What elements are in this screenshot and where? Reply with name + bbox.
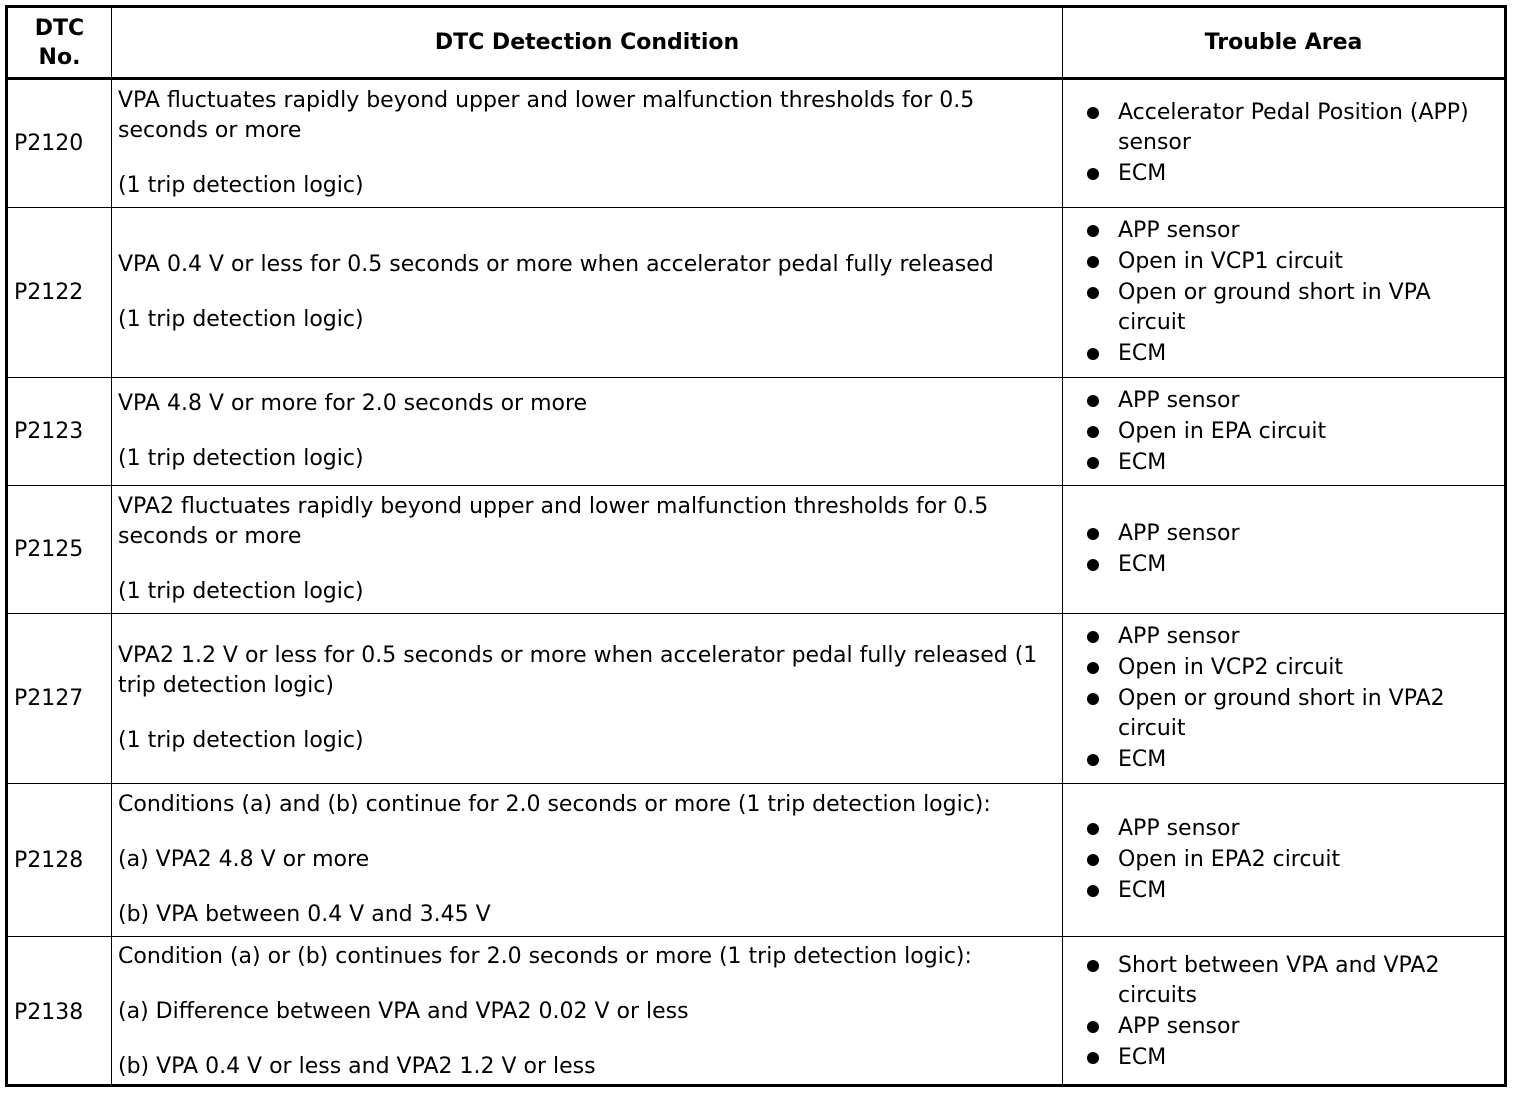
trouble-area-item: APP sensor bbox=[1083, 622, 1494, 652]
trouble-area-item: APP sensor bbox=[1083, 386, 1494, 416]
detection-condition-cell bbox=[112, 937, 1063, 1087]
trouble-area-item: APP sensor bbox=[1083, 519, 1494, 549]
trouble-area-item: ECM bbox=[1083, 448, 1494, 478]
trouble-area-cell bbox=[1063, 486, 1504, 614]
dtc-code-cell: P2120 bbox=[8, 80, 112, 208]
dtc-code-cell: P2127 bbox=[8, 614, 112, 784]
trouble-area-item: ECM bbox=[1083, 550, 1494, 580]
trouble-area-item: Open or ground short in VPA circuit bbox=[1083, 278, 1494, 338]
trouble-area-item: Open in VCP1 circuit bbox=[1083, 247, 1494, 277]
trouble-area-item: APP sensor bbox=[1083, 814, 1494, 844]
condition-text: VPA 0.4 V or less for 0.5 seconds or more when accelerator pedal fully released bbox=[118, 252, 994, 277]
trouble-area-item: ECM bbox=[1083, 1043, 1494, 1073]
trouble-area-list bbox=[1083, 385, 1494, 479]
trouble-area-list bbox=[1083, 518, 1494, 581]
condition-text: (1 trip detection logic) bbox=[118, 728, 364, 753]
condition-text: (a) Difference between VPA and VPA2 0.02 V or less bbox=[118, 999, 689, 1024]
detection-condition-cell bbox=[112, 614, 1063, 784]
trouble-area-item: Open in VCP2 circuit bbox=[1083, 653, 1494, 683]
trouble-area-item: Open in EPA circuit bbox=[1083, 417, 1494, 447]
trouble-area-item: Accelerator Pedal Position (APP) sensor bbox=[1083, 98, 1494, 158]
condition-text: VPA 4.8 V or more for 2.0 seconds or more bbox=[118, 391, 588, 416]
trouble-area-item: ECM bbox=[1083, 339, 1494, 369]
trouble-area-item: Open or ground short in VPA2 circuit bbox=[1083, 684, 1494, 744]
trouble-area-item: APP sensor bbox=[1083, 216, 1494, 246]
condition-text: (1 trip detection logic) bbox=[118, 173, 364, 198]
trouble-area-cell bbox=[1063, 614, 1504, 784]
trouble-area-item: ECM bbox=[1083, 745, 1494, 775]
trouble-area-item: ECM bbox=[1083, 876, 1494, 906]
condition-text: (b) VPA 0.4 V or less and VPA2 1.2 V or less bbox=[118, 1054, 596, 1079]
header-trouble-area: Trouble Area bbox=[1063, 8, 1504, 80]
condition-text: (1 trip detection logic) bbox=[118, 446, 364, 471]
condition-text: Condition (a) or (b) continues for 2.0 seconds or more (1 trip detection logic): bbox=[118, 944, 972, 969]
trouble-area-item: Open in EPA2 circuit bbox=[1083, 845, 1494, 875]
dtc-code-cell: P2138 bbox=[8, 937, 112, 1087]
condition-text: VPA2 1.2 V or less for 0.5 seconds or more when accelerator pedal fully released (1 trip detection logic) bbox=[118, 643, 1038, 698]
condition-text: (b) VPA between 0.4 V and 3.45 V bbox=[118, 902, 491, 927]
header-dtc-no: DTC No. bbox=[8, 8, 112, 80]
detection-condition-cell bbox=[112, 80, 1063, 208]
trouble-area-cell bbox=[1063, 208, 1504, 378]
trouble-area-list bbox=[1083, 215, 1494, 370]
trouble-area-cell bbox=[1063, 80, 1504, 208]
dtc-code-cell: P2123 bbox=[8, 378, 112, 486]
trouble-area-item: APP sensor bbox=[1083, 1012, 1494, 1042]
condition-text: VPA2 fluctuates rapidly beyond upper and lower malfunction thresholds for 0.5 seconds or more bbox=[118, 494, 989, 549]
detection-condition-cell bbox=[112, 208, 1063, 378]
trouble-area-item: ECM bbox=[1083, 159, 1494, 189]
trouble-area-list bbox=[1083, 813, 1494, 907]
trouble-area-cell bbox=[1063, 937, 1504, 1087]
condition-text: VPA fluctuates rapidly beyond upper and lower malfunction thresholds for 0.5 seconds or more bbox=[118, 88, 975, 143]
dtc-table bbox=[5, 5, 1507, 1087]
dtc-code-cell: P2122 bbox=[8, 208, 112, 378]
trouble-area-cell bbox=[1063, 784, 1504, 937]
header-detection-condition: DTC Detection Condition bbox=[112, 8, 1063, 80]
trouble-area-list bbox=[1083, 97, 1494, 190]
trouble-area-cell bbox=[1063, 378, 1504, 486]
condition-text: Conditions (a) and (b) continue for 2.0 seconds or more (1 trip detection logic): bbox=[118, 792, 991, 817]
condition-text: (1 trip detection logic) bbox=[118, 579, 364, 604]
trouble-area-list bbox=[1083, 950, 1494, 1074]
condition-text: (1 trip detection logic) bbox=[118, 307, 364, 332]
trouble-area-list bbox=[1083, 621, 1494, 776]
condition-text: (a) VPA2 4.8 V or more bbox=[118, 847, 370, 872]
trouble-area-item: Short between VPA and VPA2 circuits bbox=[1083, 951, 1494, 1011]
dtc-code-cell: P2128 bbox=[8, 784, 112, 937]
detection-condition-cell bbox=[112, 378, 1063, 486]
detection-condition-cell bbox=[112, 784, 1063, 937]
detection-condition-cell bbox=[112, 486, 1063, 614]
dtc-code-cell: P2125 bbox=[8, 486, 112, 614]
